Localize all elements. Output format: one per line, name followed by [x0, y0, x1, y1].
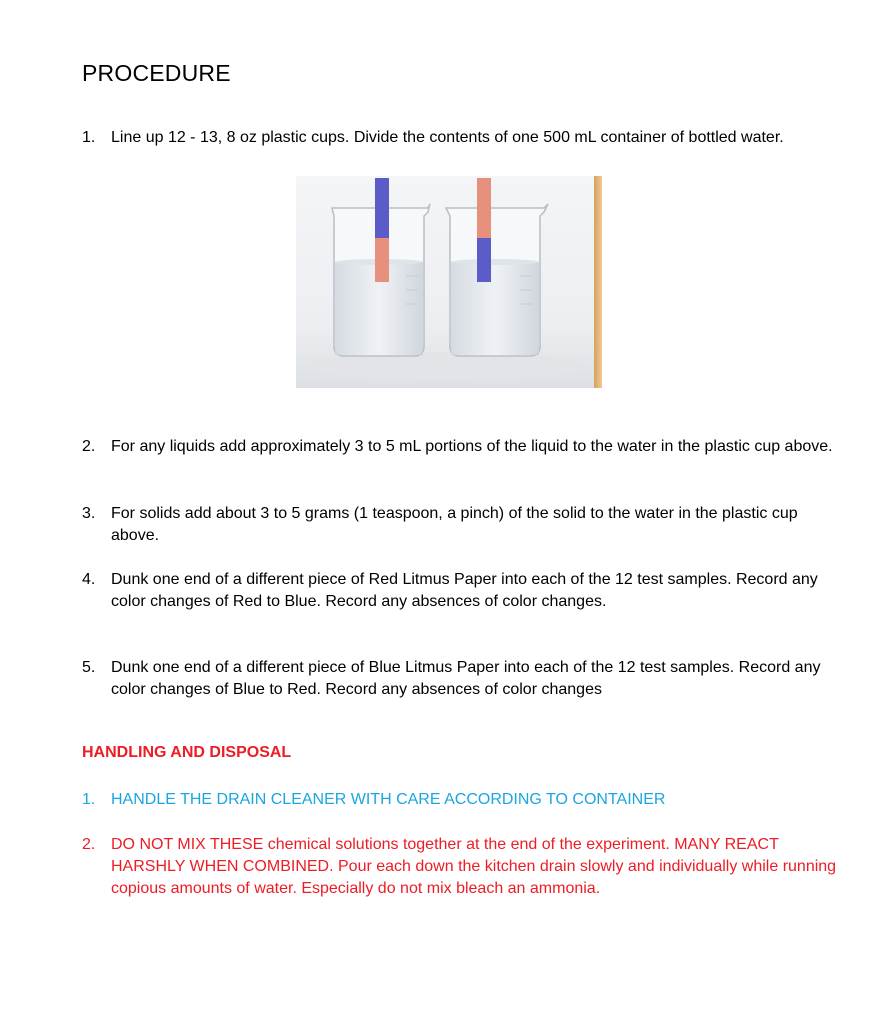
step-text: For solids add about 3 to 5 grams (1 teaspoon, a pinch) of the solid to the water in the plastic cup above. [111, 505, 798, 544]
step-2 [82, 436, 842, 458]
blue-litmus-strip [477, 238, 491, 282]
step-number: 1. [82, 129, 96, 146]
handling-text: HANDLE THE DRAIN CLEANER WITH CARE ACCORDING TO CONTAINER [111, 791, 666, 808]
step-text: Dunk one end of a different piece of Red Litmus Paper into each of the 12 test samples. Record any color changes of Red to Blue. Record any absences of color changes. [111, 571, 818, 610]
page-title: PROCEDURE [82, 60, 231, 86]
step-text: Line up 12 - 13, 8 oz plastic cups. Divide the contents of one 500 mL container of bottled water. [111, 129, 784, 146]
handling-text: DO NOT MIX THESE chemical solutions together at the end of the experiment. MANY REACT HARSHLY WHEN COMBINED. Pour each down the kitchen drain slowly and individually while running copious amounts of water. Especially do not mix bleach an ammonia. [111, 836, 837, 897]
blue-litmus-strip [375, 178, 389, 238]
handling-item-2 [82, 834, 842, 900]
step-1 [82, 127, 842, 149]
litmus-beakers-image [296, 176, 602, 388]
step-number: 5. [82, 659, 96, 676]
step-number: 2. [82, 438, 96, 455]
step-number: 3. [82, 505, 96, 522]
handling-heading: HANDLING AND DISPOSAL [82, 744, 292, 761]
step-3 [82, 503, 842, 547]
red-litmus-strip [477, 178, 491, 238]
step-text: For any liquids add approximately 3 to 5 mL portions of the liquid to the water in the plastic cup above. [111, 438, 833, 455]
step-4 [82, 569, 842, 613]
handling-number: 2. [82, 836, 96, 853]
handling-item-1 [82, 789, 842, 811]
step-number: 4. [82, 571, 96, 588]
handling-number: 1. [82, 791, 96, 808]
step-text: Dunk one end of a different piece of Blue Litmus Paper into each of the 12 test samples. Record any color changes of Blue to Red. Record any absences of color changes [111, 659, 821, 698]
red-litmus-strip [375, 238, 389, 282]
step-5 [82, 657, 842, 701]
